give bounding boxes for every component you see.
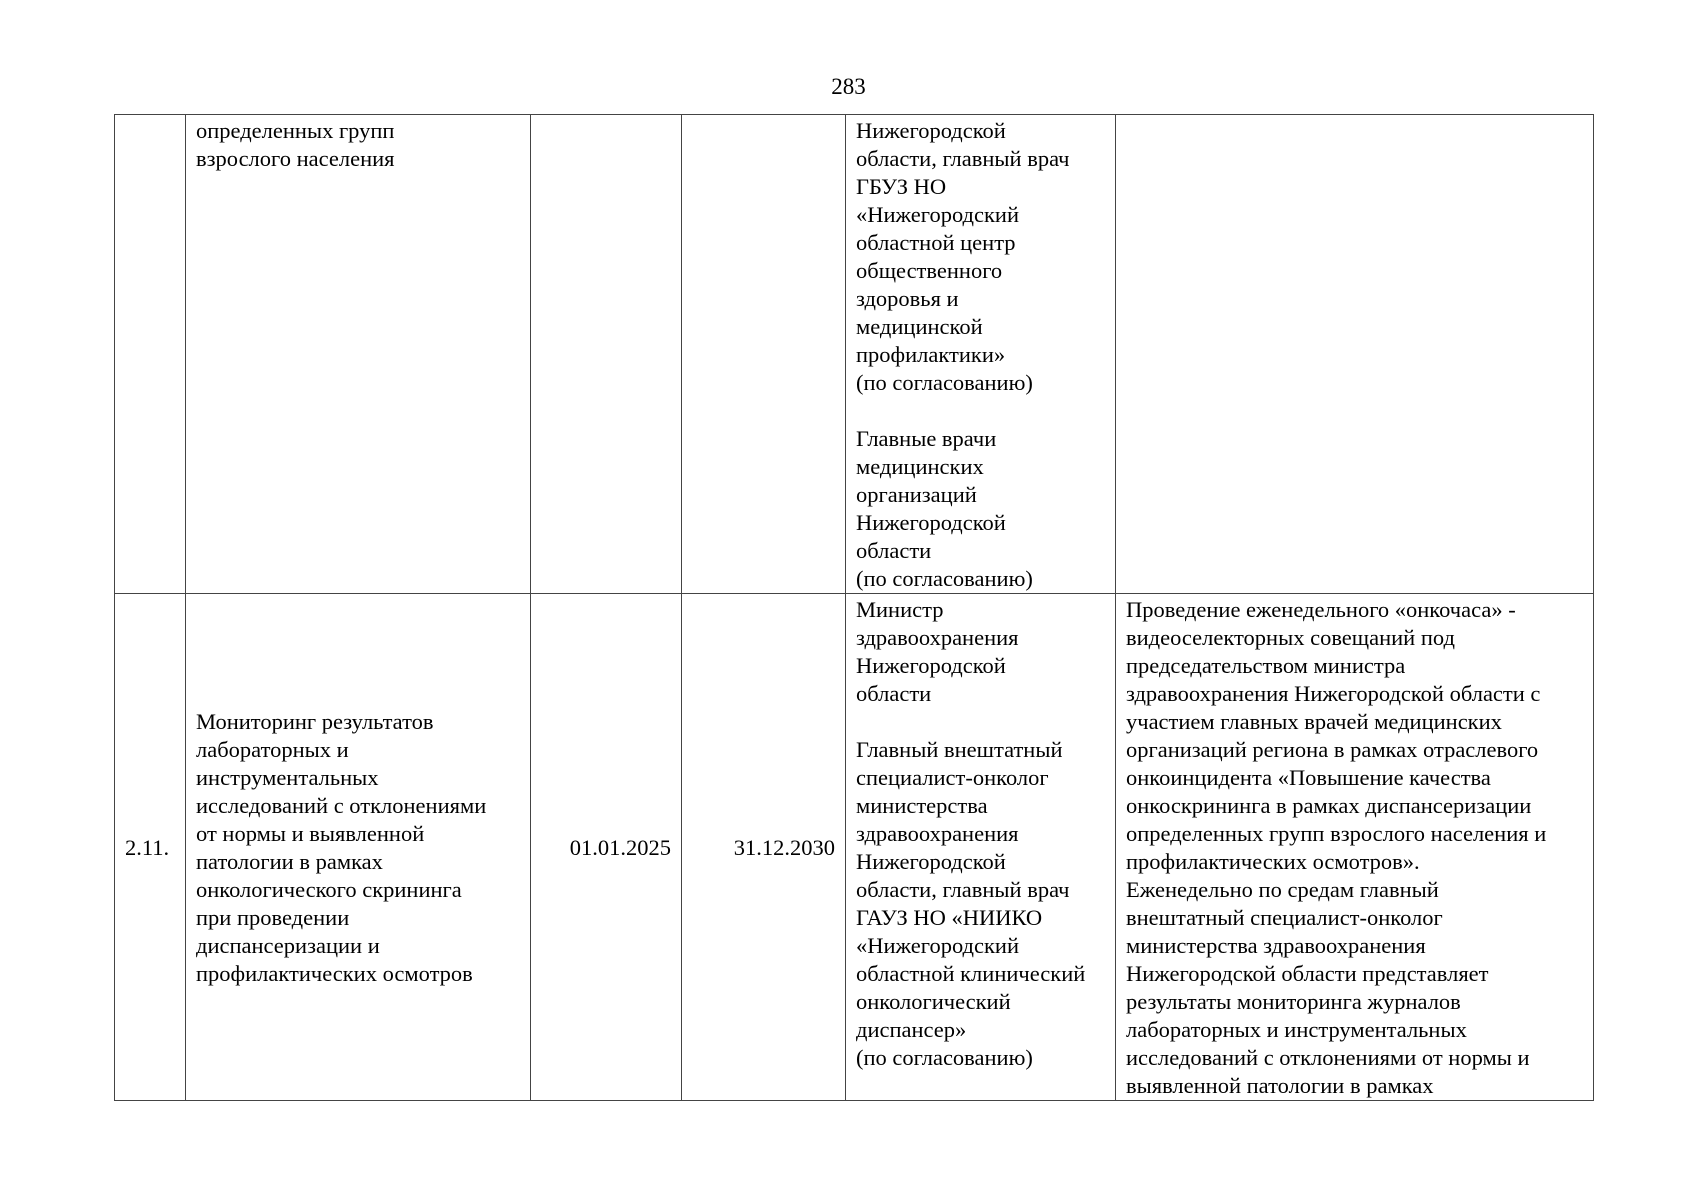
event-cell — [186, 594, 531, 1101]
result-cell — [1116, 115, 1594, 594]
start-date-cell — [531, 594, 682, 1101]
end-date-cell — [682, 594, 846, 1101]
result-cell — [1116, 594, 1594, 1101]
start-date-cell — [531, 115, 682, 594]
responsible-text: Министр здравоохранения Нижегородской области Главный внештатный специалист-онколог министерства здравоохранения Нижегородской области, главный врач ГАУЗ НО «НИИКО «Нижегородский областной клинический онкологический диспансер» (по согласованию) — [856, 597, 1086, 1070]
responsible-text: Нижегородской области, главный врач ГБУЗ НО «Нижегородский областной центр общественного здоровья и медицинской профилактики» (по согласованию) Главные врачи медицинских организаций Нижегородской области (по согласованию) — [856, 118, 1070, 591]
row-number-cell — [115, 115, 186, 594]
responsible-cell — [846, 115, 1116, 594]
responsible-cell — [846, 594, 1116, 1101]
start-date: 01.01.2025 — [569, 835, 671, 860]
event-text: определенных групп взрослого населения — [196, 118, 395, 171]
row-number: 2.11. — [125, 835, 170, 860]
page-number: 283 — [831, 74, 866, 99]
result-text: Проведение еженедельного «онкочаса» - видеоселекторных совещаний под председательством министра здравоохранения Нижегородской области с участием главных врачей медицинских организаций региона в рамках отраслевого онкоинцидента «Повышение качества онкоскрининга в рамках диспансеризации определенных групп взрослого населения и профилактических осмотров». Еженедельно по средам главный внештатный специалист-онколог министерства здравоохранения Нижегородской области представляет результаты мониторинга журналов лабораторных и инструментальных исследований с отклонениями от нормы и выявленной патологии в рамках — [1126, 597, 1547, 1098]
event-text: Мониторинг результатов лабораторных и инструментальных исследований с отклонениями от нормы и выявленной патологии в рамках онкологического скрининга при проведении диспансеризации и профилактических осмотров — [196, 709, 487, 986]
event-cell — [186, 115, 531, 594]
row-number-cell — [115, 594, 186, 1101]
end-date-cell — [682, 115, 846, 594]
end-date: 31.12.2030 — [733, 835, 835, 860]
table-row — [115, 115, 1594, 594]
table-row — [115, 594, 1594, 1101]
plan-table — [114, 114, 1594, 1101]
